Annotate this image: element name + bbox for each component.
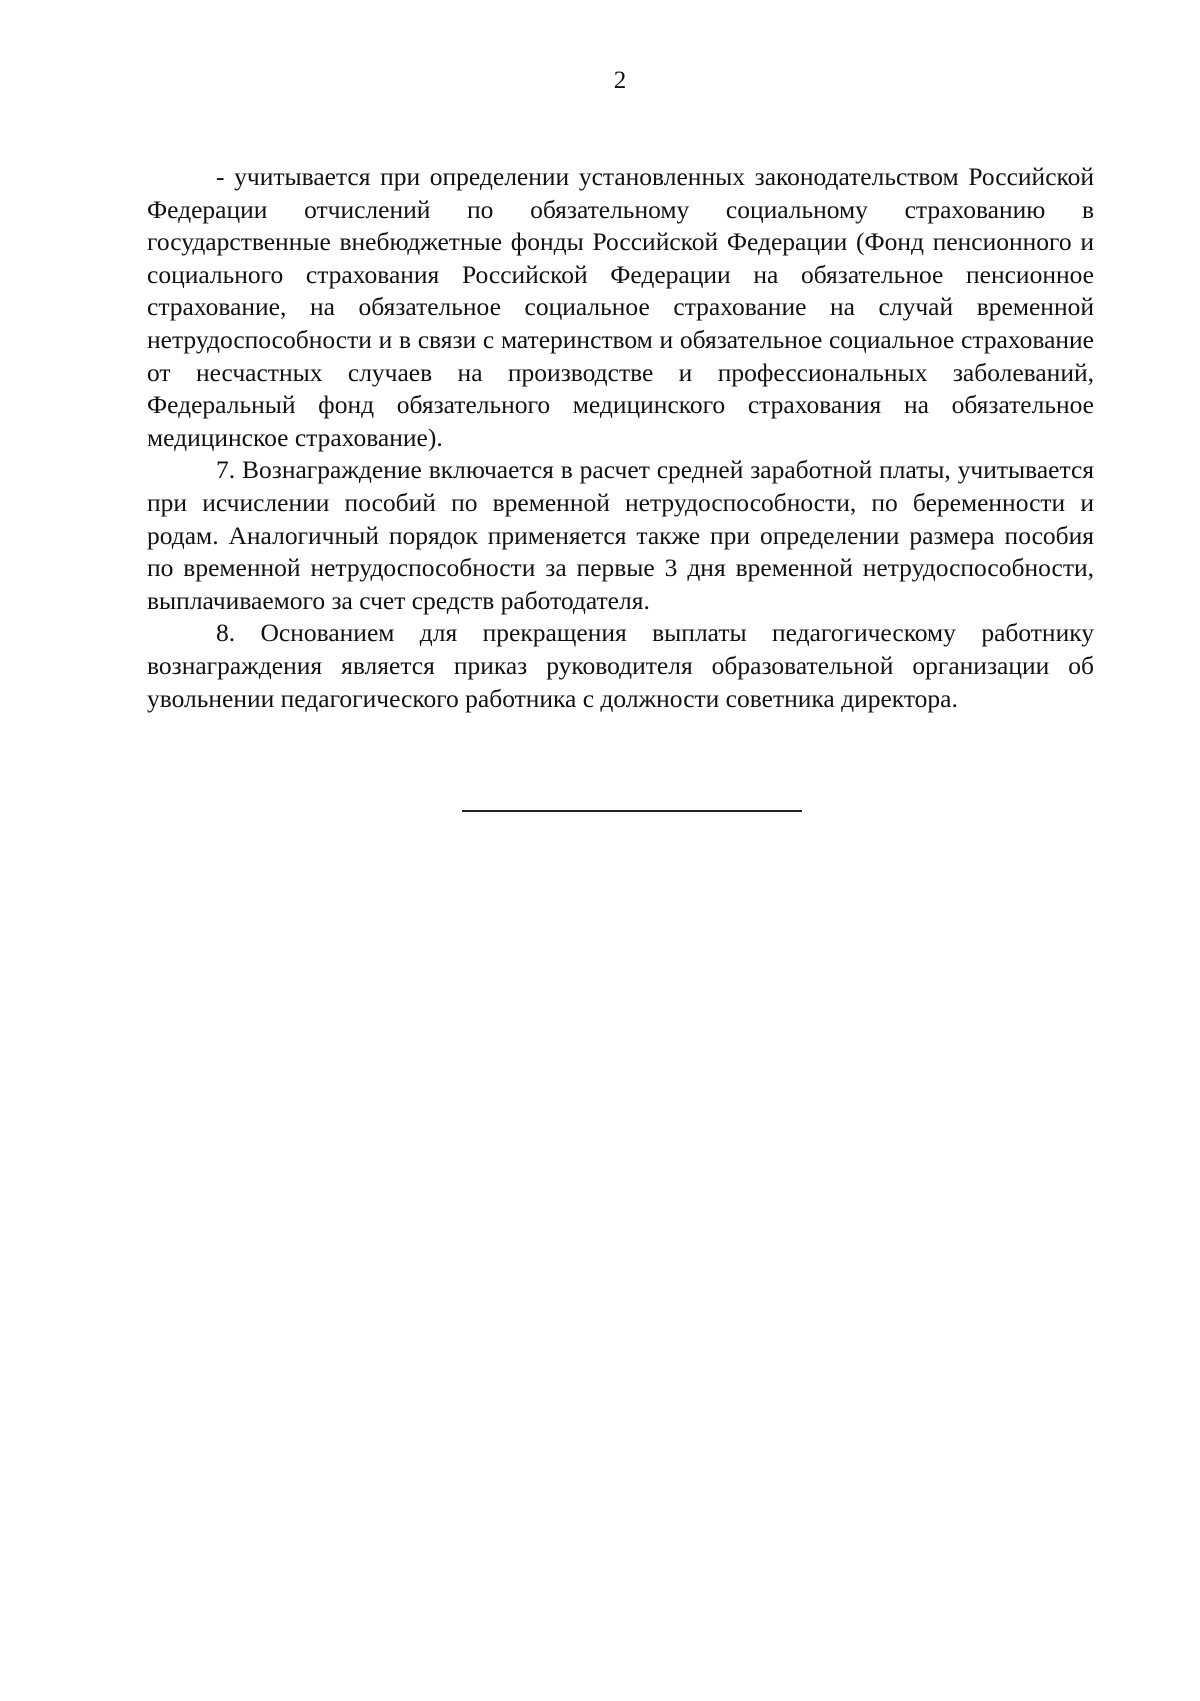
paragraph-item-8: 8. Основанием для прекращения выплаты педагогическому работнику вознаграждения является приказ руководителя образовательной организации об увольнении педагогического работника с должности советника директора.: [147, 618, 1094, 713]
page-number: 2: [613, 67, 627, 94]
document-body: [147, 161, 1094, 715]
paragraph-contributions-clause: - учитывается при определении установленных законодательством Российской Федерации отчислений по обязательному социальному страхованию в государственные внебюджетные фонды Российской Федерации (Фонд пенсионного и социального страхования Российской Федерации на обязательное пенсионное страхование, на обязательное социальное страхование на случай временной нетрудоспособности и в связи с материнством и обязательное социальное страхование от несчастных случаев на производстве и профессиональных заболеваний, Федеральный фонд обязательного медицинского страхования на обязательное медицинское страхование).: [147, 162, 1094, 452]
paragraph-item-7: 7. Вознаграждение включается в расчет средней заработной платы, учитывается при исчислении пособий по временной нетрудоспособности, по беременности и родам. Аналогичный порядок применяется также при определении размера пособия по временной нетрудоспособности за первые 3 дня временной нетрудоспособности, выплачиваемого за счет средств работодателя.: [147, 455, 1094, 615]
closing-divider-line: [462, 810, 802, 812]
